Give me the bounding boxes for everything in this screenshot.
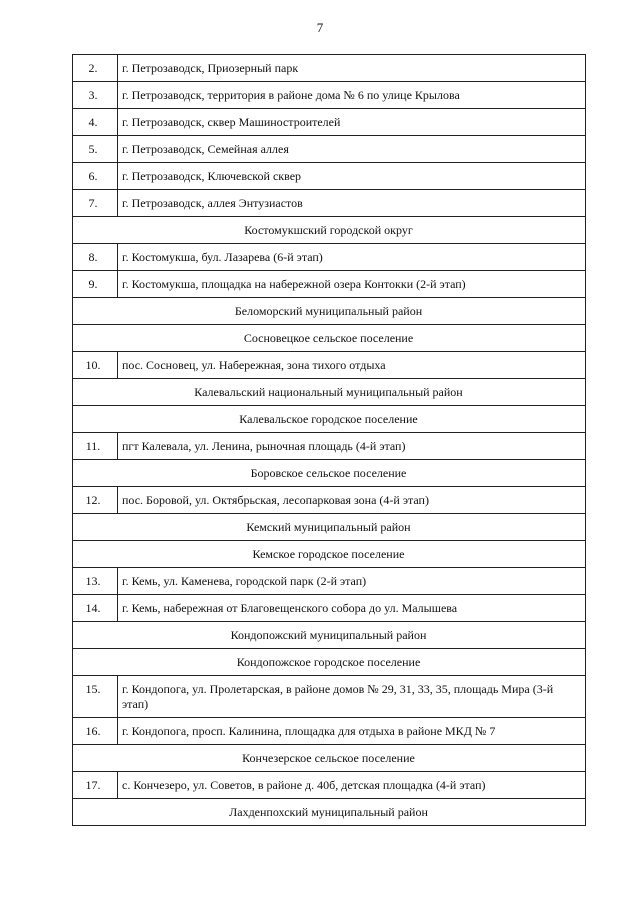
section-header-row (73, 514, 586, 541)
section-header-cell: Кончезерское сельское поселение (73, 745, 586, 772)
row-number: 9. (73, 271, 118, 298)
section-header-cell: Боровское сельское поселение (73, 460, 586, 487)
section-header-row (73, 298, 586, 325)
row-number: 5. (73, 136, 118, 163)
row-location: г. Кемь, ул. Каменева, городской парк (2-й этап) (118, 568, 586, 595)
section-header-row (73, 406, 586, 433)
table-row (73, 163, 586, 190)
row-number: 16. (73, 718, 118, 745)
section-header-cell: Кондопожское городское поселение (73, 649, 586, 676)
row-location: пгт Калевала, ул. Ленина, рыночная площадь (4-й этап) (118, 433, 586, 460)
section-header-cell: Беломорский муниципальный район (73, 298, 586, 325)
table-row (73, 190, 586, 217)
row-location: пос. Боровой, ул. Октябрьская, лесопарковая зона (4-й этап) (118, 487, 586, 514)
section-header-row (73, 799, 586, 826)
section-header-row (73, 745, 586, 772)
section-header-cell: Калевальское городское поселение (73, 406, 586, 433)
section-header-row (73, 460, 586, 487)
table-body (73, 55, 586, 826)
row-location: г. Кемь, набережная от Благовещенского собора до ул. Малышева (118, 595, 586, 622)
row-number: 13. (73, 568, 118, 595)
table-row (73, 718, 586, 745)
table-row (73, 136, 586, 163)
row-location: г. Петрозаводск, сквер Машиностроителей (118, 109, 586, 136)
table-row (73, 772, 586, 799)
table-row (73, 244, 586, 271)
row-location: г. Петрозаводск, Приозерный парк (118, 55, 586, 82)
section-header-row (73, 217, 586, 244)
row-location: г. Петрозаводск, аллея Энтузиастов (118, 190, 586, 217)
table-row (73, 568, 586, 595)
row-number: 6. (73, 163, 118, 190)
section-header-row (73, 622, 586, 649)
table-row (73, 55, 586, 82)
section-header-cell: Сосновецкое сельское поселение (73, 325, 586, 352)
section-header-row (73, 649, 586, 676)
row-location: г. Петрозаводск, Ключевской сквер (118, 163, 586, 190)
row-number: 8. (73, 244, 118, 271)
section-header-cell: Кемское городское поселение (73, 541, 586, 568)
section-header-cell: Кемский муниципальный район (73, 514, 586, 541)
row-number: 11. (73, 433, 118, 460)
table-row (73, 271, 586, 298)
row-number: 2. (73, 55, 118, 82)
section-header-row (73, 325, 586, 352)
row-number: 7. (73, 190, 118, 217)
row-location: с. Кончезеро, ул. Советов, в районе д. 40б, детская площадка (4-й этап) (118, 772, 586, 799)
row-location: г. Костомукша, бул. Лазарева (6-й этап) (118, 244, 586, 271)
section-header-cell: Кондопожский муниципальный район (73, 622, 586, 649)
row-number: 12. (73, 487, 118, 514)
row-location: г. Кондопога, просп. Калинина, площадка для отдыха в районе МКД № 7 (118, 718, 586, 745)
table-row (73, 433, 586, 460)
row-location: г. Костомукша, площадка на набережной озера Контокки (2-й этап) (118, 271, 586, 298)
row-number: 14. (73, 595, 118, 622)
table-row (73, 676, 586, 718)
section-header-row (73, 541, 586, 568)
row-location: г. Петрозаводск, территория в районе дома № 6 по улице Крылова (118, 82, 586, 109)
row-number: 4. (73, 109, 118, 136)
row-location: г. Петрозаводск, Семейная аллея (118, 136, 586, 163)
table-row (73, 352, 586, 379)
row-number: 3. (73, 82, 118, 109)
section-header-cell: Лахденпохский муниципальный район (73, 799, 586, 826)
locations-table (72, 54, 586, 826)
row-number: 17. (73, 772, 118, 799)
row-location: г. Кондопога, ул. Пролетарская, в районе домов № 29, 31, 33, 35, площадь Мира (3-й этап) (118, 676, 586, 718)
row-number: 10. (73, 352, 118, 379)
row-location: пос. Сосновец, ул. Набережная, зона тихого отдыха (118, 352, 586, 379)
table-row (73, 595, 586, 622)
section-header-cell: Калевальский национальный муниципальный район (73, 379, 586, 406)
table-row (73, 487, 586, 514)
page-number: 7 (316, 20, 324, 35)
row-number: 15. (73, 676, 118, 718)
section-header-row (73, 379, 586, 406)
table-row (73, 82, 586, 109)
section-header-cell: Костомукшский городской округ (73, 217, 586, 244)
table-row (73, 109, 586, 136)
